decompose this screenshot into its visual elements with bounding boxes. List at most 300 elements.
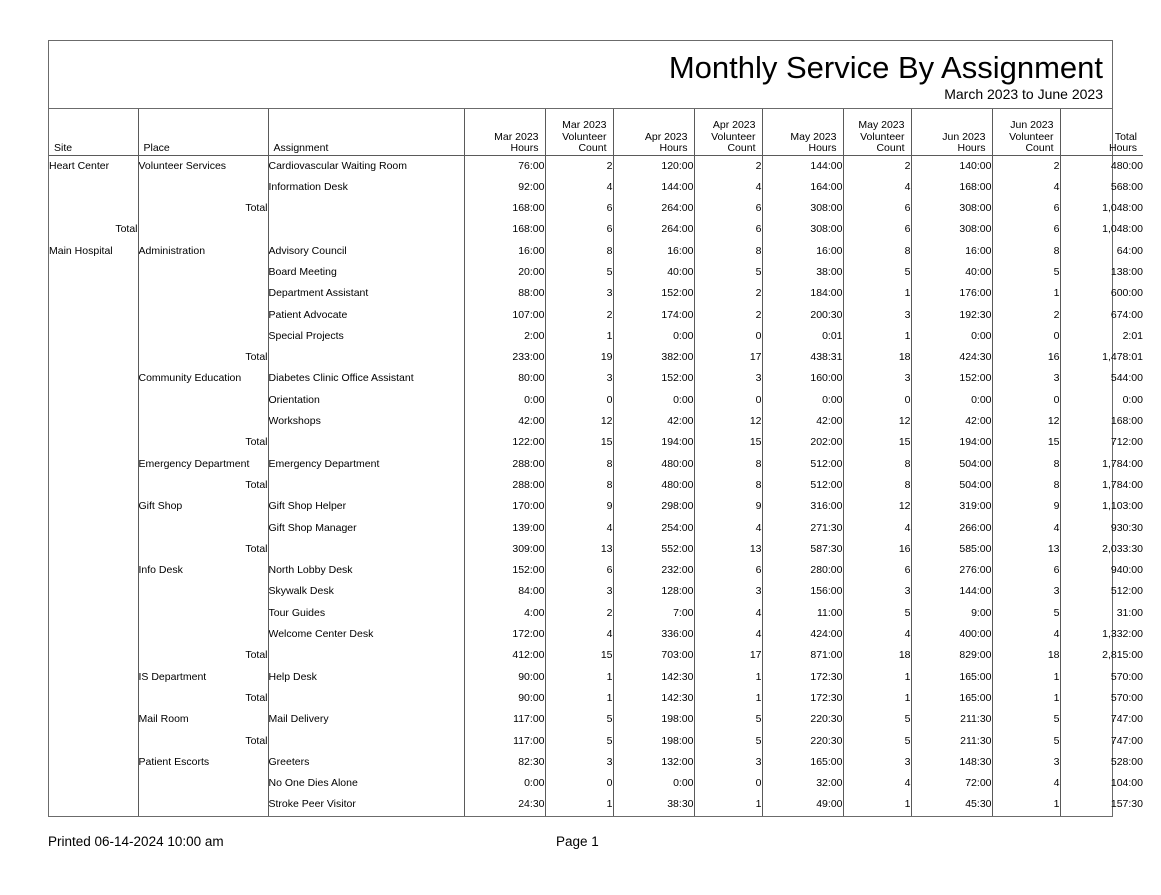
cell-apr_hours: 128:00 — [613, 581, 694, 602]
cell-total_hours: 1,048:00 — [1060, 198, 1143, 219]
cell-mar_hours: 152:00 — [464, 560, 545, 581]
cell-jun_hours: 0:00 — [911, 390, 992, 411]
table-body — [49, 155, 1143, 816]
cell-assignment — [268, 645, 464, 666]
column-header-site: Site — [49, 109, 138, 155]
cell-apr_count: 13 — [694, 539, 762, 560]
cell-site — [49, 496, 138, 517]
cell-assignment: Board Meeting — [268, 262, 464, 283]
cell-mar_hours: 172:00 — [464, 624, 545, 645]
table-row — [49, 262, 1143, 283]
cell-jun_hours: 829:00 — [911, 645, 992, 666]
cell-may_hours: 38:00 — [762, 262, 843, 283]
cell-total_hours: 2,033:30 — [1060, 539, 1143, 560]
cell-site — [49, 752, 138, 773]
cell-apr_count: 4 — [694, 177, 762, 198]
cell-jun_count: 4 — [992, 177, 1060, 198]
cell-mar_hours: 82:30 — [464, 752, 545, 773]
cell-mar_hours: 88:00 — [464, 283, 545, 304]
cell-jun_count: 16 — [992, 347, 1060, 368]
cell-apr_count: 5 — [694, 709, 762, 730]
cell-assignment: Department Assistant — [268, 283, 464, 304]
cell-mar_count: 2 — [545, 155, 613, 177]
cell-jun_count: 5 — [992, 603, 1060, 624]
cell-mar_count: 2 — [545, 603, 613, 624]
cell-may_count: 6 — [843, 560, 911, 581]
cell-assignment: North Lobby Desk — [268, 560, 464, 581]
cell-jun_count: 6 — [992, 198, 1060, 219]
cell-assignment: Welcome Center Desk — [268, 624, 464, 645]
cell-mar_count: 19 — [545, 347, 613, 368]
cell-mar_hours: 42:00 — [464, 411, 545, 432]
cell-assignment — [268, 539, 464, 560]
cell-assignment — [268, 432, 464, 453]
cell-place — [138, 177, 268, 198]
cell-assignment: Gift Shop Manager — [268, 518, 464, 539]
cell-site: Heart Center — [49, 159, 110, 172]
cell-may_hours: 11:00 — [762, 603, 843, 624]
cell-place — [138, 390, 268, 411]
service-table — [49, 109, 1143, 816]
cell-may_hours: 871:00 — [762, 645, 843, 666]
cell-jun_hours: 9:00 — [911, 603, 992, 624]
cell-may_hours: 438:31 — [762, 347, 843, 368]
table-row — [49, 241, 1143, 262]
cell-total_hours: 64:00 — [1060, 241, 1143, 262]
cell-may_hours: 144:00 — [762, 155, 843, 177]
cell-jun_count: 12 — [992, 411, 1060, 432]
cell-place — [138, 603, 268, 624]
cell-mar_count: 8 — [545, 475, 613, 496]
table-row — [49, 581, 1143, 602]
cell-may_count: 1 — [843, 283, 911, 304]
cell-place: Total — [138, 347, 268, 368]
cell-assignment: Information Desk — [268, 177, 464, 198]
column-header-may_hours: May 2023 Hours — [762, 109, 843, 155]
table-row — [49, 794, 1143, 815]
cell-may_count: 5 — [843, 262, 911, 283]
cell-apr_count: 6 — [694, 198, 762, 219]
cell-mar_count: 1 — [545, 688, 613, 709]
cell-total_hours: 1,478:01 — [1060, 347, 1143, 368]
cell-total_hours: 512:00 — [1060, 581, 1143, 602]
cell-place: Administration — [138, 241, 268, 262]
table-row — [49, 645, 1143, 666]
cell-apr_hours: 0:00 — [613, 326, 694, 347]
table-row — [49, 411, 1143, 432]
cell-site — [49, 475, 138, 496]
cell-jun_count: 6 — [992, 560, 1060, 581]
cell-mar_count: 12 — [545, 411, 613, 432]
cell-mar_count: 8 — [545, 241, 613, 262]
cell-assignment: Emergency Department — [268, 454, 464, 475]
cell-mar_count: 6 — [545, 560, 613, 581]
cell-mar_hours: 168:00 — [464, 219, 545, 240]
table-row — [49, 518, 1143, 539]
cell-place: Total — [138, 475, 268, 496]
cell-apr_count: 0 — [694, 773, 762, 794]
cell-place: Emergency Department — [138, 454, 268, 475]
cell-mar_count: 1 — [545, 326, 613, 347]
cell-apr_count: 3 — [694, 581, 762, 602]
cell-may_count: 4 — [843, 624, 911, 645]
column-header-total_hours: Total Hours — [1060, 109, 1143, 155]
cell-apr_hours: 40:00 — [613, 262, 694, 283]
cell-may_hours: 280:00 — [762, 560, 843, 581]
cell-assignment: Gift Shop Helper — [268, 496, 464, 517]
cell-may_count: 4 — [843, 773, 911, 794]
cell-site — [49, 305, 138, 326]
cell-jun_hours: 276:00 — [911, 560, 992, 581]
cell-jun_count: 9 — [992, 496, 1060, 517]
cell-jun_hours: 504:00 — [911, 475, 992, 496]
column-header-mar_count: Mar 2023 Volunteer Count — [545, 109, 613, 155]
report-date-range: March 2023 to June 2023 — [944, 86, 1103, 102]
cell-may_hours: 271:30 — [762, 518, 843, 539]
cell-place — [138, 773, 268, 794]
cell-total_hours: 168:00 — [1060, 411, 1143, 432]
cell-total_hours: 568:00 — [1060, 177, 1143, 198]
cell-site — [49, 390, 138, 411]
cell-may_count: 18 — [843, 645, 911, 666]
page-number: Page 1 — [556, 834, 599, 849]
cell-assignment: Workshops — [268, 411, 464, 432]
cell-may_hours: 308:00 — [762, 219, 843, 240]
cell-may_count: 8 — [843, 241, 911, 262]
cell-jun_count: 5 — [992, 709, 1060, 730]
cell-apr_count: 2 — [694, 155, 762, 177]
cell-assignment: Greeters — [268, 752, 464, 773]
cell-apr_count: 1 — [694, 794, 762, 815]
cell-jun_hours: 504:00 — [911, 454, 992, 475]
cell-jun_count: 6 — [992, 219, 1060, 240]
table-row — [49, 219, 1143, 240]
cell-may_hours: 202:00 — [762, 432, 843, 453]
cell-site — [49, 411, 138, 432]
cell-apr_hours: 132:00 — [613, 752, 694, 773]
cell-may_count: 15 — [843, 432, 911, 453]
cell-may_count: 4 — [843, 177, 911, 198]
cell-assignment — [268, 475, 464, 496]
cell-may_count: 5 — [843, 603, 911, 624]
cell-mar_hours: 4:00 — [464, 603, 545, 624]
cell-assignment — [268, 219, 464, 240]
cell-jun_count: 8 — [992, 475, 1060, 496]
cell-apr_count: 5 — [694, 731, 762, 752]
cell-assignment: Patient Advocate — [268, 305, 464, 326]
cell-mar_count: 3 — [545, 752, 613, 773]
cell-mar_count: 0 — [545, 390, 613, 411]
table-row — [49, 624, 1143, 645]
cell-place: IS Department — [138, 667, 268, 688]
cell-jun_hours: 308:00 — [911, 219, 992, 240]
cell-assignment: No One Dies Alone — [268, 773, 464, 794]
cell-place: Patient Escorts — [138, 752, 268, 773]
report-title-band — [49, 41, 1112, 109]
cell-total_hours: 930:30 — [1060, 518, 1143, 539]
table-row — [49, 773, 1143, 794]
cell-place: Total — [138, 539, 268, 560]
cell-jun_hours: 168:00 — [911, 177, 992, 198]
column-header-mar_hours: Mar 2023 Hours — [464, 109, 545, 155]
cell-assignment: Mail Delivery — [268, 709, 464, 730]
cell-assignment — [268, 198, 464, 219]
cell-mar_count: 3 — [545, 283, 613, 304]
cell-place: Total — [138, 731, 268, 752]
cell-mar_count: 15 — [545, 432, 613, 453]
table-row — [49, 155, 1143, 177]
cell-apr_hours: 382:00 — [613, 347, 694, 368]
cell-apr_count: 4 — [694, 603, 762, 624]
cell-site — [49, 709, 138, 730]
cell-jun_hours: 319:00 — [911, 496, 992, 517]
cell-apr_hours: 298:00 — [613, 496, 694, 517]
cell-may_count: 5 — [843, 731, 911, 752]
cell-place — [138, 262, 268, 283]
cell-site — [49, 347, 138, 368]
cell-apr_count: 3 — [694, 368, 762, 389]
cell-may_count: 12 — [843, 496, 911, 517]
column-header-jun_count: Jun 2023 Volunteer Count — [992, 109, 1060, 155]
cell-mar_hours: 309:00 — [464, 539, 545, 560]
cell-mar_hours: 117:00 — [464, 709, 545, 730]
cell-jun_count: 1 — [992, 667, 1060, 688]
cell-jun_hours: 42:00 — [911, 411, 992, 432]
cell-may_count: 12 — [843, 411, 911, 432]
cell-may_count: 16 — [843, 539, 911, 560]
cell-jun_hours: 211:30 — [911, 709, 992, 730]
cell-site — [49, 432, 138, 453]
cell-may_hours: 512:00 — [762, 475, 843, 496]
cell-apr_hours: 194:00 — [613, 432, 694, 453]
cell-assignment — [268, 347, 464, 368]
cell-assignment: Special Projects — [268, 326, 464, 347]
cell-mar_count: 2 — [545, 305, 613, 326]
column-header-apr_count: Apr 2023 Volunteer Count — [694, 109, 762, 155]
cell-total_hours: 31:00 — [1060, 603, 1143, 624]
cell-may_hours: 172:30 — [762, 688, 843, 709]
cell-place: Info Desk — [138, 560, 268, 581]
cell-assignment: Advisory Council — [268, 241, 464, 262]
cell-mar_count: 0 — [545, 773, 613, 794]
cell-apr_count: 4 — [694, 518, 762, 539]
cell-apr_count: 1 — [694, 667, 762, 688]
table-row — [49, 560, 1143, 581]
cell-mar_count: 3 — [545, 581, 613, 602]
cell-may_count: 3 — [843, 305, 911, 326]
cell-mar_count: 15 — [545, 645, 613, 666]
cell-site — [49, 688, 138, 709]
column-header-assignment: Assignment — [268, 109, 464, 155]
cell-may_hours: 184:00 — [762, 283, 843, 304]
cell-place — [138, 411, 268, 432]
cell-site — [49, 560, 138, 581]
cell-apr_count: 9 — [694, 496, 762, 517]
table-row — [49, 475, 1143, 496]
cell-mar_count: 5 — [545, 262, 613, 283]
cell-jun_hours: 165:00 — [911, 667, 992, 688]
cell-jun_count: 4 — [992, 773, 1060, 794]
cell-mar_hours: 412:00 — [464, 645, 545, 666]
cell-place — [138, 326, 268, 347]
cell-mar_hours: 16:00 — [464, 241, 545, 262]
cell-assignment: Cardiovascular Waiting Room — [268, 155, 464, 177]
table-row — [49, 326, 1143, 347]
cell-apr_hours: 703:00 — [613, 645, 694, 666]
cell-place: Mail Room — [138, 709, 268, 730]
header-row — [49, 109, 1143, 155]
table-row — [49, 731, 1143, 752]
cell-apr_hours: 7:00 — [613, 603, 694, 624]
cell-apr_count: 8 — [694, 475, 762, 496]
cell-apr_count: 12 — [694, 411, 762, 432]
cell-place: Volunteer Services — [138, 155, 268, 177]
cell-jun_count: 4 — [992, 518, 1060, 539]
cell-site — [49, 283, 138, 304]
cell-total_hours: 157:30 — [1060, 794, 1143, 815]
cell-apr_count: 6 — [694, 219, 762, 240]
cell-jun_count: 0 — [992, 390, 1060, 411]
cell-mar_hours: 107:00 — [464, 305, 545, 326]
cell-jun_count: 13 — [992, 539, 1060, 560]
table-row — [49, 305, 1143, 326]
cell-mar_hours: 90:00 — [464, 688, 545, 709]
cell-total_hours: 600:00 — [1060, 283, 1143, 304]
cell-jun_hours: 165:00 — [911, 688, 992, 709]
cell-may_hours: 42:00 — [762, 411, 843, 432]
table-row — [49, 603, 1143, 624]
table-row — [49, 177, 1143, 198]
cell-mar_count: 4 — [545, 518, 613, 539]
table-row — [49, 283, 1143, 304]
cell-may_count: 0 — [843, 390, 911, 411]
cell-jun_hours: 211:30 — [911, 731, 992, 752]
cell-mar_hours: 2:00 — [464, 326, 545, 347]
cell-apr_count: 5 — [694, 262, 762, 283]
cell-mar_count: 13 — [545, 539, 613, 560]
cell-mar_count: 3 — [545, 368, 613, 389]
cell-total_hours: 0:00 — [1060, 390, 1143, 411]
cell-may_count: 4 — [843, 518, 911, 539]
cell-jun_count: 3 — [992, 581, 1060, 602]
cell-total_hours: 747:00 — [1060, 709, 1143, 730]
cell-site — [49, 794, 138, 815]
cell-apr_hours: 264:00 — [613, 219, 694, 240]
table-row — [49, 454, 1143, 475]
cell-apr_count: 8 — [694, 454, 762, 475]
cell-may_hours: 0:01 — [762, 326, 843, 347]
cell-site — [49, 454, 138, 475]
cell-may_hours: 164:00 — [762, 177, 843, 198]
cell-jun_count: 1 — [992, 283, 1060, 304]
cell-apr_hours: 198:00 — [613, 709, 694, 730]
cell-jun_hours: 144:00 — [911, 581, 992, 602]
cell-mar_hours: 90:00 — [464, 667, 545, 688]
cell-jun_hours: 148:30 — [911, 752, 992, 773]
cell-total_hours: 1,048:00 — [1060, 219, 1143, 240]
cell-total_hours: 1,784:00 — [1060, 454, 1143, 475]
cell-jun_count: 1 — [992, 688, 1060, 709]
cell-may_count: 1 — [843, 667, 911, 688]
table-row — [49, 347, 1143, 368]
table-row — [49, 539, 1143, 560]
cell-mar_count: 4 — [545, 177, 613, 198]
table-row — [49, 390, 1143, 411]
page-footer — [0, 832, 1161, 862]
cell-apr_hours: 0:00 — [613, 390, 694, 411]
cell-may_count: 8 — [843, 475, 911, 496]
cell-site — [49, 368, 138, 389]
cell-jun_count: 2 — [992, 155, 1060, 177]
cell-jun_hours: 45:30 — [911, 794, 992, 815]
cell-site — [49, 326, 138, 347]
column-header-may_count: May 2023 Volunteer Count — [843, 109, 911, 155]
cell-apr_count: 3 — [694, 752, 762, 773]
page-title: Monthly Service By Assignment — [668, 50, 1103, 85]
cell-apr_hours: 254:00 — [613, 518, 694, 539]
cell-place — [138, 518, 268, 539]
cell-apr_count: 17 — [694, 347, 762, 368]
cell-may_count: 8 — [843, 454, 911, 475]
cell-jun_hours: 424:30 — [911, 347, 992, 368]
cell-mar_hours: 20:00 — [464, 262, 545, 283]
cell-mar_hours: 84:00 — [464, 581, 545, 602]
cell-total_hours: 2,815:00 — [1060, 645, 1143, 666]
cell-may_count: 3 — [843, 368, 911, 389]
table-row — [49, 667, 1143, 688]
cell-mar_hours: 76:00 — [464, 155, 545, 177]
cell-may_hours: 424:00 — [762, 624, 843, 645]
table-row — [49, 198, 1143, 219]
cell-jun_hours: 176:00 — [911, 283, 992, 304]
cell-place: Total — [138, 198, 268, 219]
cell-total_hours: 747:00 — [1060, 731, 1143, 752]
cell-jun_count: 8 — [992, 241, 1060, 262]
cell-may_count: 1 — [843, 326, 911, 347]
cell-jun_hours: 72:00 — [911, 773, 992, 794]
table-row — [49, 496, 1143, 517]
cell-may_count: 2 — [843, 155, 911, 177]
cell-site — [49, 773, 138, 794]
cell-mar_count: 5 — [545, 709, 613, 730]
cell-jun_hours: 40:00 — [911, 262, 992, 283]
cell-site — [49, 645, 138, 666]
cell-assignment: Orientation — [268, 390, 464, 411]
cell-assignment: Stroke Peer Visitor — [268, 794, 464, 815]
cell-jun_count: 0 — [992, 326, 1060, 347]
cell-place — [138, 283, 268, 304]
cell-site: Main Hospital — [49, 244, 113, 257]
cell-site — [49, 603, 138, 624]
cell-place — [138, 219, 268, 240]
cell-assignment: Skywalk Desk — [268, 581, 464, 602]
cell-jun_hours: 266:00 — [911, 518, 992, 539]
cell-may_hours: 172:30 — [762, 667, 843, 688]
cell-mar_hours: 170:00 — [464, 496, 545, 517]
cell-place: Total — [138, 432, 268, 453]
cell-may_hours: 587:30 — [762, 539, 843, 560]
column-header-apr_hours: Apr 2023 Hours — [613, 109, 694, 155]
column-header-place: Place — [138, 109, 268, 155]
cell-place — [138, 794, 268, 815]
cell-site — [49, 581, 138, 602]
cell-total_hours: 1,332:00 — [1060, 624, 1143, 645]
cell-may_count: 3 — [843, 752, 911, 773]
cell-apr_count: 8 — [694, 241, 762, 262]
cell-may_count: 6 — [843, 198, 911, 219]
cell-total_hours: 674:00 — [1060, 305, 1143, 326]
cell-apr_hours: 264:00 — [613, 198, 694, 219]
